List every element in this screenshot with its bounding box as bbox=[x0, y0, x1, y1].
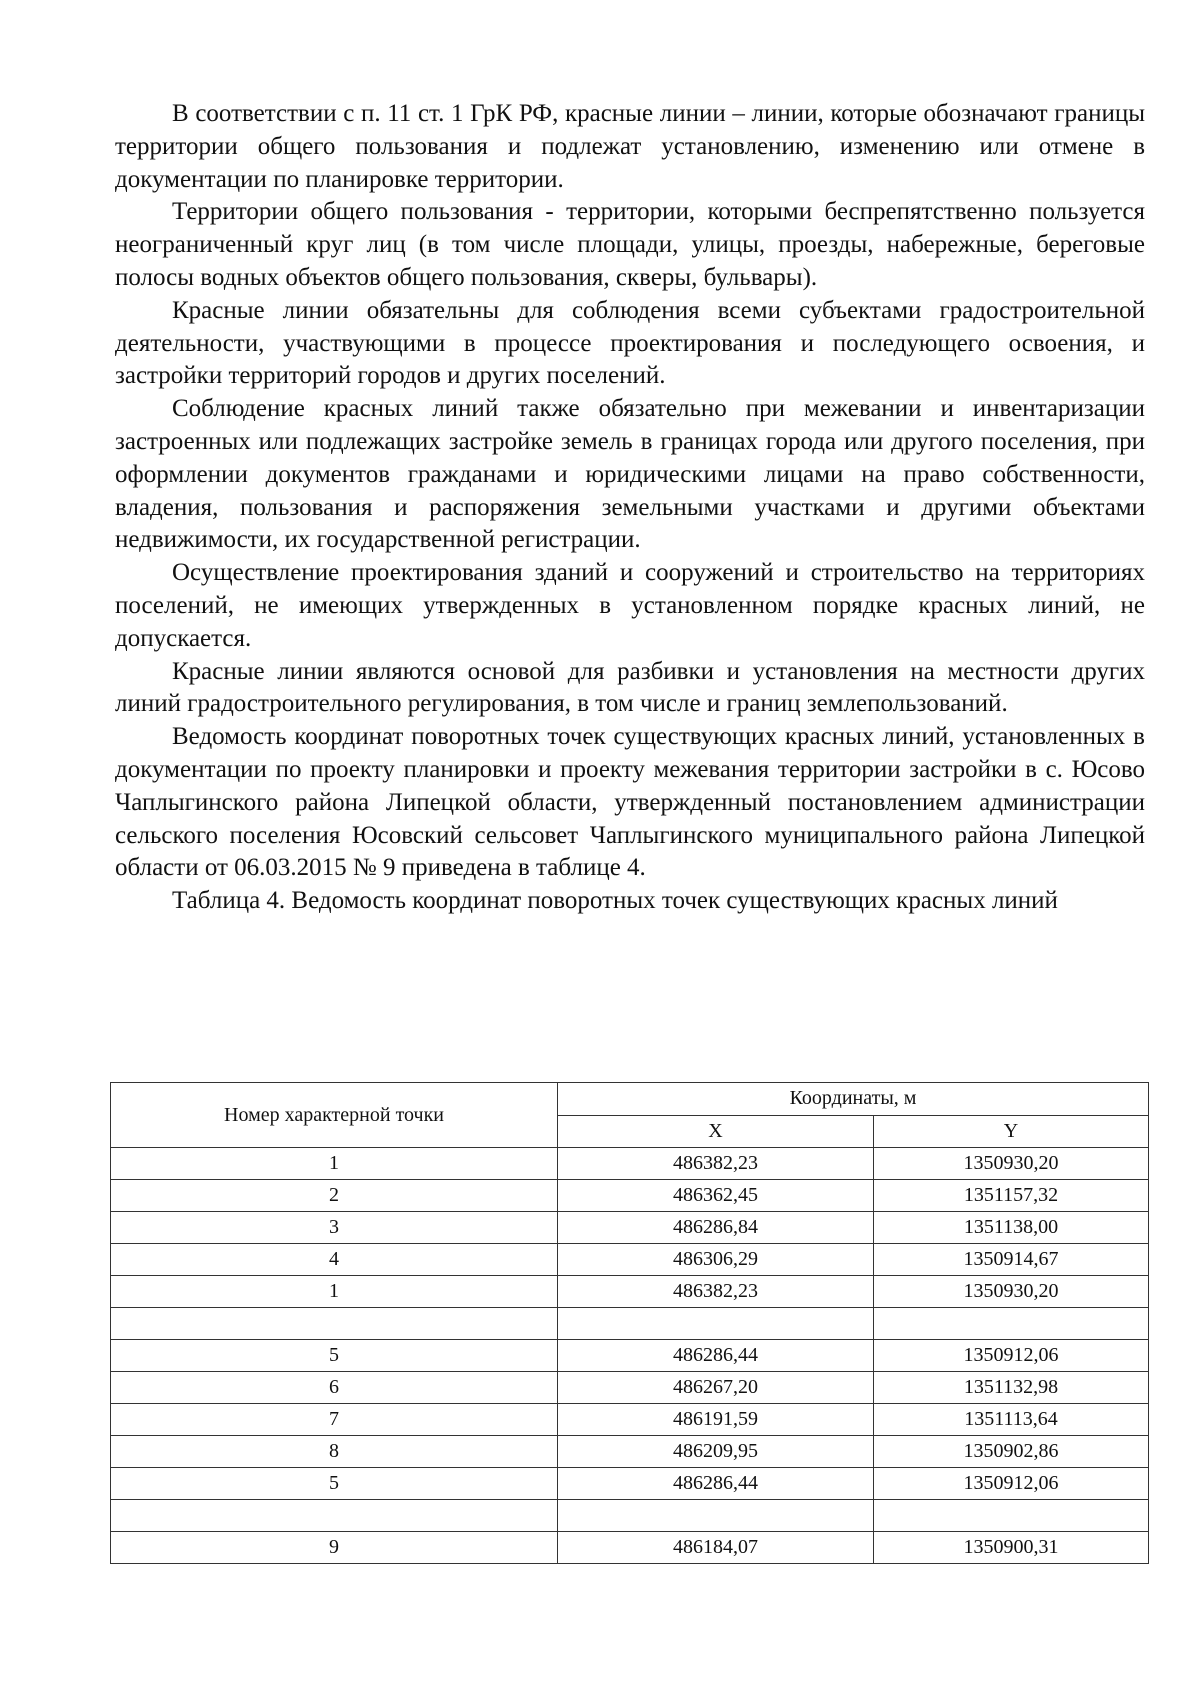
table-row bbox=[111, 1244, 1149, 1276]
table-row bbox=[111, 1212, 1149, 1244]
paragraph-land-survey: Соблюдение красных линий также обязательно при межевании и инвентаризации застроенных или подлежащих застройке земель в границах города или другого поселения, при оформлении документов гражданами и юридическими лицами на право собственности, владения, пользования и распоряжения земельными участками и другими объектами недвижимости, их государственной регистрации. bbox=[115, 395, 1145, 554]
cell-x: 486184,07 bbox=[558, 1532, 874, 1564]
table-row bbox=[111, 1436, 1149, 1468]
cell-point: 5 bbox=[111, 1340, 558, 1372]
cell-point bbox=[111, 1500, 558, 1532]
cell-point: 1 bbox=[111, 1276, 558, 1308]
cell-x bbox=[558, 1308, 874, 1340]
table-row bbox=[111, 1340, 1149, 1372]
table-row bbox=[111, 1180, 1149, 1212]
cell-y: 1350912,06 bbox=[874, 1340, 1149, 1372]
cell-x: 486267,20 bbox=[558, 1372, 874, 1404]
table-row bbox=[111, 1404, 1149, 1436]
table-row bbox=[111, 1276, 1149, 1308]
cell-y: 1350900,31 bbox=[874, 1532, 1149, 1564]
cell-y: 1350914,67 bbox=[874, 1244, 1149, 1276]
cell-x: 486191,59 bbox=[558, 1404, 874, 1436]
paragraph-design-restriction: Осуществление проектирования зданий и сооружений и строительство на территориях поселений, не имеющих утвержденных в установленном порядке красных линий, не допускается. bbox=[115, 559, 1145, 652]
cell-point: 4 bbox=[111, 1244, 558, 1276]
cell-point: 1 bbox=[111, 1148, 558, 1180]
cell-point: 8 bbox=[111, 1436, 558, 1468]
table-row bbox=[111, 1372, 1149, 1404]
cell-y: 1350930,20 bbox=[874, 1276, 1149, 1308]
document-page bbox=[115, 98, 1145, 918]
table-row-empty bbox=[111, 1500, 1149, 1532]
cell-x: 486306,29 bbox=[558, 1244, 874, 1276]
header-coordinates: Координаты, м bbox=[558, 1083, 1149, 1116]
table-row bbox=[111, 1468, 1149, 1500]
cell-x: 486382,23 bbox=[558, 1148, 874, 1180]
table-caption: Таблица 4. Ведомость координат поворотных точек существующих красных линий bbox=[172, 887, 1058, 915]
cell-x: 486286,84 bbox=[558, 1212, 874, 1244]
coordinates-table bbox=[110, 1082, 1149, 1564]
table-row bbox=[111, 1148, 1149, 1180]
table-header-row bbox=[111, 1083, 1149, 1116]
cell-x: 486382,23 bbox=[558, 1276, 874, 1308]
cell-x: 486362,45 bbox=[558, 1180, 874, 1212]
paragraph-coordinates-statement: Ведомость координат поворотных точек существующих красных линий, установленных в документации по проекту планировки и проекту межевания территории застройки в с. Юсово Чаплыгинского района Липецкой области, утвержденный постановлением администрации сельского поселения Юсовский сельсовет Чаплыгинского муниципального района Липецкой области от 06.03.2015 № 9 приведена в таблице 4. bbox=[115, 723, 1145, 882]
cell-y: 1351132,98 bbox=[874, 1372, 1149, 1404]
table-row-empty bbox=[111, 1308, 1149, 1340]
cell-y bbox=[874, 1308, 1149, 1340]
paragraph-public-territories: Территории общего пользования - территории, которыми беспрепятственно пользуется неограниченный круг лиц (в том числе площади, улицы, проезды, набережные, береговые полосы водных объектов общего пользования, скверы, бульвары). bbox=[115, 198, 1145, 291]
header-point-number: Номер характерной точки bbox=[111, 1083, 558, 1148]
cell-point: 9 bbox=[111, 1532, 558, 1564]
cell-point: 3 bbox=[111, 1212, 558, 1244]
header-y: Y bbox=[874, 1115, 1149, 1148]
cell-y: 1350902,86 bbox=[874, 1436, 1149, 1468]
header-x: X bbox=[558, 1115, 874, 1148]
cell-y: 1350930,20 bbox=[874, 1148, 1149, 1180]
paragraph-red-lines-definition: В соответствии с п. 11 ст. 1 ГрК РФ, красные линии – линии, которые обозначают границы территории общего пользования и подлежат установлению, изменению или отмене в документации по планировке территории. bbox=[115, 100, 1145, 193]
cell-point: 7 bbox=[111, 1404, 558, 1436]
cell-y: 1351113,64 bbox=[874, 1404, 1149, 1436]
cell-y: 1351138,00 bbox=[874, 1212, 1149, 1244]
cell-point: 2 bbox=[111, 1180, 558, 1212]
table-row bbox=[111, 1532, 1149, 1564]
cell-y: 1350912,06 bbox=[874, 1468, 1149, 1500]
paragraph-basis-for-layout: Красные линии являются основой для разбивки и установления на местности других линий градостроительного регулирования, в том числе и границ землепользований. bbox=[115, 657, 1145, 718]
cell-y bbox=[874, 1500, 1149, 1532]
paragraph-mandatory-compliance: Красные линии обязательны для соблюдения всеми субъектами градостроительной деятельности, участвующими в процессе проектирования и последующего освоения, и застройки территорий городов и других поселений. bbox=[115, 296, 1145, 390]
cell-y: 1351157,32 bbox=[874, 1180, 1149, 1212]
cell-point bbox=[111, 1308, 558, 1340]
cell-x: 486209,95 bbox=[558, 1436, 874, 1468]
cell-x: 486286,44 bbox=[558, 1340, 874, 1372]
cell-point: 6 bbox=[111, 1372, 558, 1404]
cell-point: 5 bbox=[111, 1468, 558, 1500]
cell-x: 486286,44 bbox=[558, 1468, 874, 1500]
cell-x bbox=[558, 1500, 874, 1532]
